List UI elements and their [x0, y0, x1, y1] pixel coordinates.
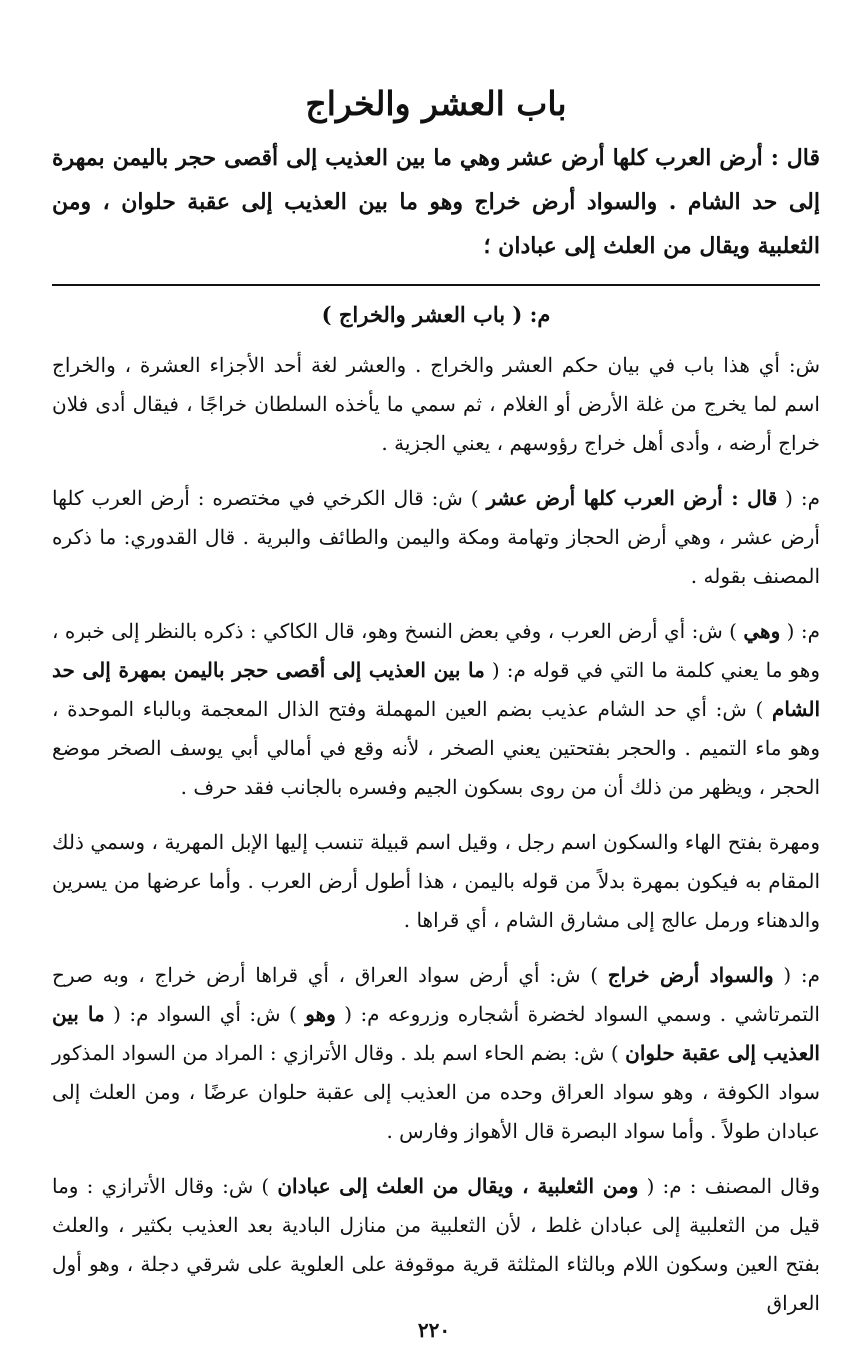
- commentary-text: ) ش: وقال الأترازي : وما قيل من الثعلبية إلى عبادان غلط ، لأن الثعلبية من منازل البادية بعد العذيب بكثير ، والعلث بفتح العين وسكون اللام وبالثاء المثلثة قرية موقوفة على العلوية على شرقي دجلة ، وهو أول العراق: [52, 1174, 820, 1315]
- commentary-text: ) ش: أي حد الشام عذيب بضم العين المهملة وفتح الذال المعجمة وبالباء الموحدة ، وهو ماء التميم . والحجر بفتحتين يعني الصخر ، لأنه وقع في أمالي أبي يوسف الصخر موضع الحجر ، ويظهر من ذلك أن من روى بسكون الجيم وفسره بالجانب فقد حرف .: [52, 697, 820, 799]
- page-number: ٢٢٠: [417, 1318, 451, 1342]
- quoted-matn: ما بين العذيب إلى أقصى حجر باليمن بمهرة إلى حد الشام: [52, 658, 820, 721]
- matn-text: قال : أرض العرب كلها أرض عشر وهي ما بين العذيب إلى أقصى حجر باليمن بمهرة إلى حد الشام . والسواد أرض خراج وهو ما بين العذيب إلى عقبة حلوان ، ومن الثعلبية ويقال من العلث إلى عبادان ؛: [52, 145, 820, 259]
- page-body: [52, 80, 820, 1339]
- commentary-paragraph: [52, 612, 820, 807]
- quoted-matn: قال : أرض العرب كلها أرض عشر: [486, 486, 778, 510]
- commentary-text: ومهرة بفتح الهاء والسكون اسم رجل ، وقيل اسم قبيلة تنسب إليها الإبل المهرية ، وسمي ذلك المقام به فيكون بمهرة بدلاً من قوله باليمن ، هذا أطول أرض العرب . وأما عرضها من يسرين والدهناء ورمل عالج إلى مشارق الشام ، أي قراها .: [52, 830, 820, 932]
- commentary-text: ) ش: أي أرض العرب ، وفي بعض النسخ وهو، قال الكاكي : ذكره بالنظر إلى خبره ، وهو ما يعني كلمة ما التي في قوله م: (: [52, 619, 821, 682]
- commentary-paragraph: [52, 1167, 820, 1323]
- commentary-paragraph: [52, 346, 820, 463]
- quoted-matn: والسواد أرض خراج: [607, 963, 774, 987]
- commentary-text: ) ش: قال الكرخي في مختصره : أرض العرب كلها أرض عشر ، وهي أرض الحجاز وتهامة ومكة واليمن والطائف والبرية . قال القدوري: ما ذكره المصنف بقوله .: [52, 486, 820, 588]
- commentary-text: ش: أي هذا باب في بيان حكم العشر والخراج . والعشر لغة أحد الأجزاء العشرة ، والخراج اسم لما يخرج من غلة الأرض أو الغلام ، ثم سمي ما يأخذه السلطان خراجًا ، فيقال أدى فلان خراج أرضه ، وأدى أهل خراج رؤوسهم ، يعني الجزية .: [52, 353, 820, 455]
- commentary-text: وقال المصنف : م: (: [638, 1174, 820, 1198]
- commentary-text: م: (: [780, 619, 820, 643]
- chapter-title: باب العشر والخراج: [305, 84, 567, 123]
- commentary-paragraph: [52, 956, 820, 1151]
- separator-rule: [52, 284, 820, 286]
- commentary-text: ) ش: أي السواد م: (: [104, 1002, 306, 1026]
- commentary-text: م: (: [773, 963, 821, 987]
- quoted-matn: ما بين العذيب إلى عقبة حلوان: [52, 1002, 820, 1065]
- commentary-paragraph: [52, 479, 820, 596]
- commentary-body: [52, 346, 820, 1323]
- commentary-text: ) ش: أي أرض سواد العراق ، أي قراها أرض خراج ، وبه صرح التمرتاشي . وسمي السواد لخضرة أشجاره وزروعه م: (: [52, 963, 820, 1026]
- quoted-matn: ومن الثعلبية ، ويقال من العلث إلى عبادان: [277, 1174, 639, 1198]
- quoted-matn: وهي: [743, 619, 781, 643]
- commentary-paragraph: [52, 823, 820, 940]
- quoted-matn: وهو: [305, 1002, 336, 1026]
- commentary-text: م: (: [777, 486, 821, 510]
- commentary-title: م: ( باب العشر والخراج ): [321, 302, 551, 327]
- commentary-text: ) ش: بضم الحاء اسم بلد . وقال الأترازي : المراد من السواد المذكور سواد الكوفة ، وهو سواد العراق وحده من العذيب إلى عقبة حلوان عرضًا ، ومن العلث إلى عبادان طولاً . وأما سواد البصرة قال الأهواز وفارس .: [52, 1041, 820, 1143]
